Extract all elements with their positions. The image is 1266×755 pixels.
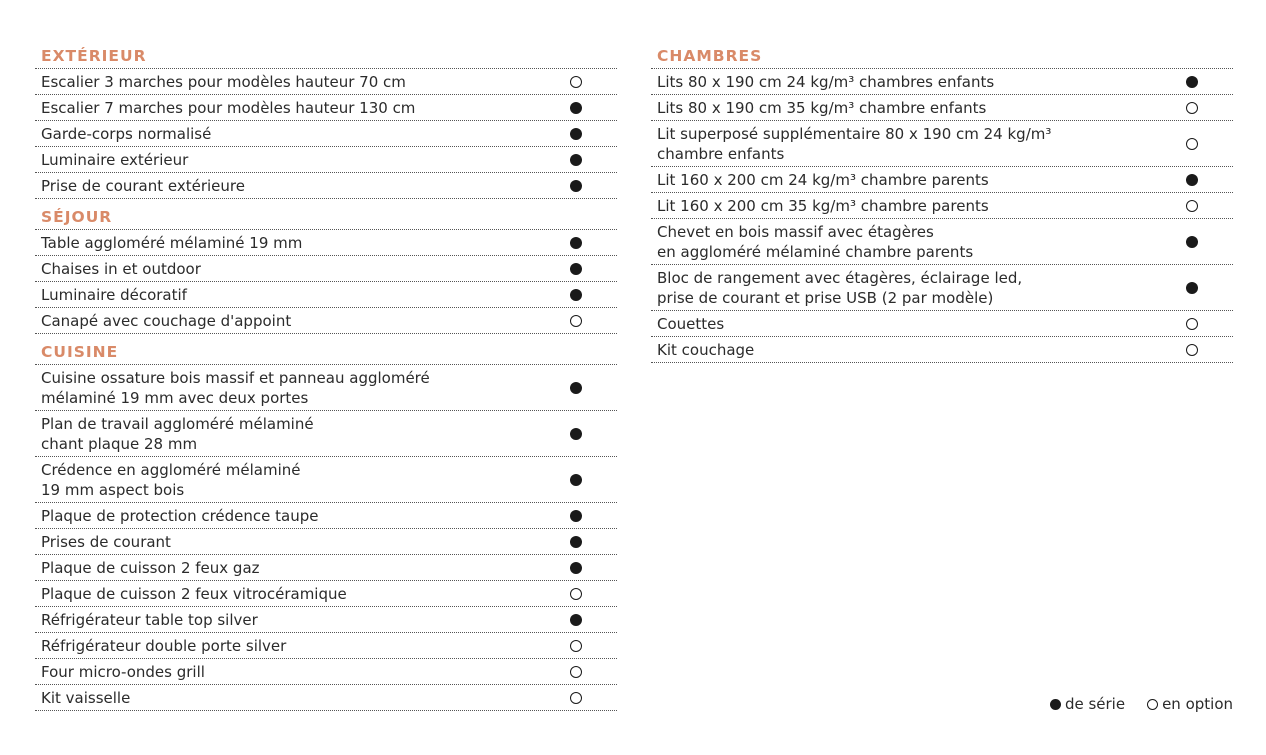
equipment-row — [651, 219, 1233, 265]
outline-dot-icon — [570, 640, 582, 652]
equipment-row — [35, 411, 617, 457]
outline-dot-icon — [1186, 344, 1198, 356]
equipment-label-line: Bloc de rangement avec étagères, éclairage led, — [657, 269, 1023, 287]
equipment-label-line: Chevet en bois massif avec étagères — [657, 223, 934, 241]
filled-dot-icon — [570, 263, 582, 275]
equipment-label-line: en aggloméré mélaminé chambre parents — [657, 243, 974, 261]
outline-dot-icon — [570, 588, 582, 600]
equipment-label — [41, 460, 301, 500]
equipment-label — [41, 662, 205, 682]
equipment-label — [657, 222, 973, 262]
equipment-label — [657, 196, 989, 216]
filled-dot-icon — [570, 102, 582, 114]
equipment-label-line: Luminaire extérieur — [41, 151, 189, 169]
equipment-label-line: Table aggloméré mélaminé 19 mm — [41, 234, 303, 252]
equipment-label-line: Four micro-ondes grill — [41, 663, 205, 681]
equipment-label-line: Prises de courant — [41, 533, 171, 551]
equipment-row — [651, 193, 1233, 219]
equipment-row — [651, 69, 1233, 95]
right-column — [651, 45, 1233, 363]
equipment-row — [35, 308, 617, 334]
filled-dot-icon — [570, 154, 582, 166]
equipment-label-line: Prise de courant extérieure — [41, 177, 245, 195]
outline-dot-icon — [1186, 318, 1198, 330]
section-exterieur — [35, 45, 617, 199]
equipment-row — [35, 581, 617, 607]
outline-dot-icon — [570, 76, 582, 88]
equipment-label-line: prise de courant et prise USB (2 par modèle) — [657, 289, 994, 307]
equipment-label — [657, 170, 989, 190]
equipment-label-line: Couettes — [657, 315, 725, 333]
equipment-label-line: Lits 80 x 190 cm 35 kg/m³ chambre enfants — [657, 99, 987, 117]
equipment-label-line: chambre enfants — [657, 145, 785, 163]
equipment-row — [35, 282, 617, 308]
equipment-label-line: Luminaire décoratif — [41, 286, 187, 304]
section-title: CHAMBRES — [651, 45, 1233, 69]
equipment-label-line: Plaque de protection crédence taupe — [41, 507, 319, 525]
left-column — [35, 45, 617, 711]
filled-dot-icon — [1186, 282, 1198, 294]
filled-dot-icon — [1186, 174, 1198, 186]
filled-dot-icon — [570, 428, 582, 440]
legend-standard-label: de série — [1064, 695, 1126, 713]
equipment-row — [35, 147, 617, 173]
filled-dot-icon — [570, 180, 582, 192]
equipment-row — [651, 311, 1233, 337]
equipment-row — [651, 337, 1233, 363]
equipment-label-line: Lit superposé supplémentaire 80 x 190 cm 24 kg/m³ — [657, 125, 1052, 143]
filled-dot-icon — [570, 289, 582, 301]
equipment-label — [41, 414, 314, 454]
equipment-label — [41, 150, 188, 170]
equipment-row — [35, 529, 617, 555]
equipment-row — [35, 230, 617, 256]
equipment-label-line: Garde-corps normalisé — [41, 125, 212, 143]
filled-dot-icon — [570, 536, 582, 548]
equipment-row — [651, 167, 1233, 193]
filled-dot-icon — [1186, 76, 1198, 88]
equipment-label-line: Kit vaisselle — [41, 689, 131, 707]
equipment-label — [41, 368, 430, 408]
section-chambres — [651, 45, 1233, 363]
equipment-label-line: Kit couchage — [657, 341, 755, 359]
equipment-label — [657, 72, 994, 92]
equipment-label-line: Réfrigérateur double porte silver — [41, 637, 287, 655]
equipment-label — [41, 532, 171, 552]
equipment-label — [41, 98, 415, 118]
equipment-label-line: Plan de travail aggloméré mélaminé — [41, 415, 314, 433]
equipment-row — [35, 365, 617, 411]
equipment-label-line: 19 mm aspect bois — [41, 481, 185, 499]
equipment-label — [41, 124, 211, 144]
filled-dot-icon — [1186, 236, 1198, 248]
filled-dot-icon — [570, 128, 582, 140]
outline-dot-icon — [570, 692, 582, 704]
equipment-row — [35, 69, 617, 95]
outline-dot-icon — [570, 666, 582, 678]
legend-standard — [1050, 695, 1125, 713]
equipment-label-line: mélaminé 19 mm avec deux portes — [41, 389, 309, 407]
filled-dot-icon — [570, 614, 582, 626]
equipment-label-line: Lit 160 x 200 cm 24 kg/m³ chambre parents — [657, 171, 989, 189]
equipment-label-line: chant plaque 28 mm — [41, 435, 198, 453]
equipment-label — [41, 72, 406, 92]
equipment-label — [657, 268, 1022, 308]
filled-dot-icon — [570, 237, 582, 249]
equipment-label — [41, 176, 245, 196]
equipment-row — [35, 256, 617, 282]
outline-dot-icon — [570, 315, 582, 327]
equipment-label-line: Lits 80 x 190 cm 24 kg/m³ chambres enfants — [657, 73, 995, 91]
equipment-label-line: Cuisine ossature bois massif et panneau aggloméré — [41, 369, 430, 387]
equipment-label — [657, 314, 724, 334]
equipment-row — [35, 555, 617, 581]
filled-dot-icon — [570, 382, 582, 394]
legend-option-label: en option — [1162, 695, 1233, 713]
equipment-label-line: Canapé avec couchage d'appoint — [41, 312, 292, 330]
equipment-label-line: Réfrigérateur table top silver — [41, 611, 258, 629]
equipment-label — [657, 98, 986, 118]
equipment-label — [41, 610, 258, 630]
equipment-row — [35, 95, 617, 121]
filled-dot-icon — [570, 474, 582, 486]
equipment-label — [41, 285, 187, 305]
equipment-label — [41, 311, 291, 331]
equipment-label — [41, 688, 130, 708]
outline-dot-icon — [1147, 699, 1158, 710]
equipment-label-line: Escalier 3 marches pour modèles hauteur 70 cm — [41, 73, 406, 91]
equipment-label-line: Plaque de cuisson 2 feux vitrocéramique — [41, 585, 347, 603]
equipment-label-line: Escalier 7 marches pour modèles hauteur 130 cm — [41, 99, 416, 117]
section-cuisine — [35, 341, 617, 711]
equipment-label — [41, 636, 286, 656]
legend — [1050, 695, 1233, 713]
outline-dot-icon — [1186, 102, 1198, 114]
equipment-row — [35, 607, 617, 633]
equipment-row — [651, 95, 1233, 121]
equipment-row — [35, 633, 617, 659]
equipment-row — [35, 121, 617, 147]
equipment-label-line: Crédence en aggloméré mélaminé — [41, 461, 301, 479]
equipment-row — [35, 659, 617, 685]
outline-dot-icon — [1186, 200, 1198, 212]
filled-dot-icon — [570, 510, 582, 522]
section-title: CUISINE — [35, 341, 617, 365]
filled-dot-icon — [1050, 699, 1061, 710]
outline-dot-icon — [1186, 138, 1198, 150]
equipment-row — [651, 121, 1233, 167]
equipment-label-line: Lit 160 x 200 cm 35 kg/m³ chambre parents — [657, 197, 989, 215]
equipment-row — [651, 265, 1233, 311]
section-title: SÉJOUR — [35, 206, 617, 230]
equipment-label — [41, 259, 201, 279]
equipment-label-line: Chaises in et outdoor — [41, 260, 201, 278]
equipment-label-line: Plaque de cuisson 2 feux gaz — [41, 559, 260, 577]
equipment-label — [657, 340, 754, 360]
equipment-row — [35, 685, 617, 711]
equipment-row — [35, 457, 617, 503]
equipment-label — [41, 506, 319, 526]
equipment-row — [35, 503, 617, 529]
legend-option — [1147, 695, 1233, 713]
equipment-label — [41, 584, 347, 604]
section-sejour — [35, 206, 617, 334]
equipment-label — [657, 124, 1051, 164]
equipment-label — [41, 233, 302, 253]
filled-dot-icon — [570, 562, 582, 574]
section-title: EXTÉRIEUR — [35, 45, 617, 69]
equipment-label — [41, 558, 260, 578]
equipment-row — [35, 173, 617, 199]
